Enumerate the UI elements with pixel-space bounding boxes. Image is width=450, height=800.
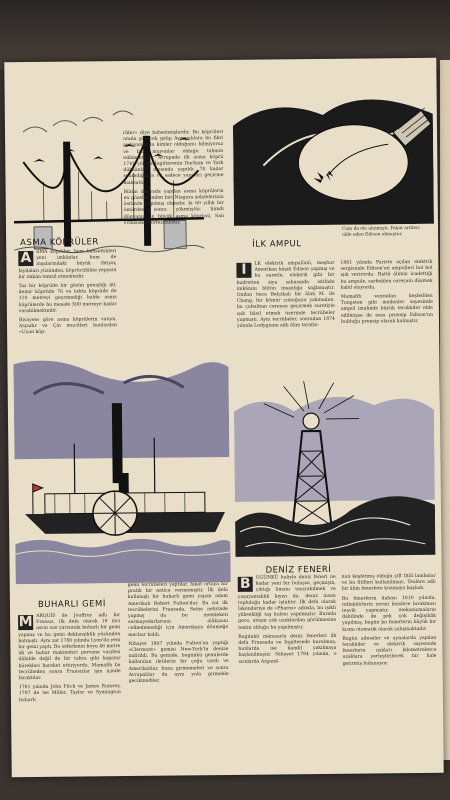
steamboat-para-2: 1781 yılında John Fitch ve James Rumsey, 1787 de ise Miller, Taylor ve Symington buharlı [18,684,121,703]
steamboat-column-1 [18,613,121,707]
lamp-illustration [233,84,434,226]
steamboat-column-2 [128,582,229,688]
bridge-drop-letter: A [18,251,33,266]
lamp-column-1 [236,261,335,333]
lamp-para-2: 1881 yılında Pariste açılan elektrik sergisinde Edison'un ampulleri bol bol ışık verirorda. Hattâ âlimin icadettiği bu ampule, sarfedilen cereyanı düşmek kabil oluyordu. [340,259,433,291]
bridge-column-1 [18,249,117,340]
steamboat-para-3: gemi tecrübeleri yaptılar, fakat ortaya bir pratik bir netice vermemiştir. İlk defa kullanışlı bir buharlı gemi yapan adam Amerikalı Robert Fulton'dur. Bu zat ilk tecrübelerini Fransada, Seine nehrinde yapmış da bu memleketi sermayedarlarının alâkasını celbedemediği için Amerikaya dönmeğe mecbur kaldı. [127,581,229,638]
lamp-drop-letter: İ [236,263,251,278]
lighthouse-para-3: nun keşfetmiş olduğu çift fitili lambalar ve bu fitilleri kullanılmayı, Teulère adlı bir âlim fenerlere konmaya başladı. [341,573,436,593]
lighthouse-para-5: Bugün adeseler ve aynalarda yapılan terakkiler ve elektrik sayesinde fenerlerin ışıkları kilometrelerce uzaklara yerleştirilecek bir hale getirmiş bulunuyor. [342,635,437,667]
lighthouse-column-2 [342,574,437,671]
lighthouse-illustration [234,380,436,562]
lighthouse-para-1: UGÜNKÜ haliyle deniz feneri ne kadar yeni bir buluşsa, geçmişin, çıktığı limanı tanıyabilmek ve yaşayamaklık kıyıyı da, deniz insan topluluğu kadar iştahtır. İlk defa olarak İskenderiye de «Pharos» adında, bu ışıklı yüksekliği taş kulesi yapılmıştır. Burada gece, ateşin çok uzaklardan görülmesine temin olduğu bu yapılmıştır. [237,574,337,631]
steamboat-para-1: ARQUİS de Jouffroy adlı bir Fransız, ilk defa olarak 18 inci asrın son yarısında buharlı bir gemi yapmış ve bu gemi deklanşiklik yüzünden batmıştı. Aynı zat 1780 yılında Lyon'da yeni bir gemi yaptı. Bu seferkinin boyu 46 metre idi ve buhar makineleri pervane vazifesi dâhilde değil de bir tahra gibi kapanır kürekleri hareket ettiriyordu. Mamafih bu tecrübeden sonra Fransızlar işin içinde bıraktılar. [18,613,121,682]
steamboat-title: BUHARLI GEMİ [37,599,106,610]
bridge-para-4: rüler» diye bahsetmişlerdir. Bu köprüleri orada görecek gelip Avrupalılara bu fikri aşılayanlarda kimler olduğunu bilmiyoruz ve bu, muyonlar olduğu tahmin edilmektedir. Avrupada ilk asma köprü 1741 yılında İngilterenin Durham ve York dükkânları arasında yapıldı. 70 kadar sonradığında ve sadece yayaları geçirme maksatlı. [122,129,224,186]
bridge-para-5: Bütün dünyada yapılan asma köprülerin en güzellerinden biri Niagara şelalelerinin üstünde yapılmış olanıdır, ki 60 yıllık bir ömürden sonra çökmüştür. Şimdi dünyanın en büyük asma köprüsü, San Fransisko körfezindedir. [123,188,224,226]
lamp-title: İLK AMPUL [252,239,302,250]
lamp-para-1: LK elektrik ampulünü, meşhur Amerikan kâşifi Edison yapmış ve bu suretle, elektrik gibi bir kudretten ziya sahasında istifade imkânını bütün insanlığa sağlamıştır. Ondan önce Belçikalı bir âlim M. de Chang, bir kömür çubuğunu yakmadan, bu çubuktan cereyan geçirmek suretiyle ışık hâsıl etmek üzerinde tecrübeler yapmıştı. Aynı tecrübeler, sonradan 1874 yılında Lodygiune adlı âlim tarafın- [236,260,336,329]
bridge-column-2 [123,130,224,230]
lamp-column-2 [340,260,433,329]
steamboat-drop-letter: M [18,614,33,631]
lighthouse-drop-letter: B [238,577,253,592]
steamboat-para-4: Nihayet 1807 yılında Fulton'un yaptığı «Clermont» gemisi New-York'ta denize indirildi. Bu gemide, bugünkü gemilerde kullanılan iletilerin bir çoğu vardı ve Amerikalılar, buna girmemeleri ve sonra Avrupalılar da aynı yola girmekle gecikmediler. [128,640,229,685]
magazine-page [4,58,443,777]
bridge-para-1: SMA köprüler, hem bahsettikleri yeni imkânlar, hem de inşalarındaki büyük ihtiyaç faydaları yüzünden, köprücülükte yepyeni bir imkân temsil etmektedir. [18,249,117,280]
lighthouse-column-1 [238,575,337,669]
bridge-para-2: Tas bir köprüde bir gözün genişliği 40, demir köprüde 76 ve tahta köprüde de 110 metreyi geçemediği halde asma köprülerde bu mesafe 500 metreye kadar varabilmektedir. [18,283,117,314]
bridge-para-3: Rivayete göre asma köprülerin vatanı, Asyadır ve Çin mucitleri bunlardan «Uçan köp- [18,317,118,336]
lighthouse-para-4: Bu fenerlerin dahası 1810 yılında, reflektörlerin yerini lenslere bırakması teşvik yapmıştır, mekanizmaların dahilinde de pek çok değişiklik yapılmış, bugün bu fenerlerin büyük bir kısmı otomatik olarak çalışmaktadır. [341,595,437,633]
lamp-caption: Cam da ele alınmıştı. Fakat aritleri olde eden Edison olmuştur. [342,225,420,238]
bridge-title: ASMA KÖPRÜLER [20,237,99,249]
lighthouse-title: DENİZ FENERİ [265,564,332,576]
lamp-para-3: Mamafih sonradan keşfedilen Tungsten gibi madenler sayesinde ampul imalinde büyük terakkiler elde edilmişse de esas prensip Edison'un bulduğu prensip olarak kalmıştır. [340,293,433,325]
steamboat-illustration [13,352,230,584]
lighthouse-para-2: Bugünkü mânasıyla deniz fenerleri ilk defa Fransada ve İngilterede kurulmuş, bunlarda ise kandil yakılmaya başlanılmıştır. Nihayet 1784 yılında, o sıralarda Argand- [238,633,337,665]
